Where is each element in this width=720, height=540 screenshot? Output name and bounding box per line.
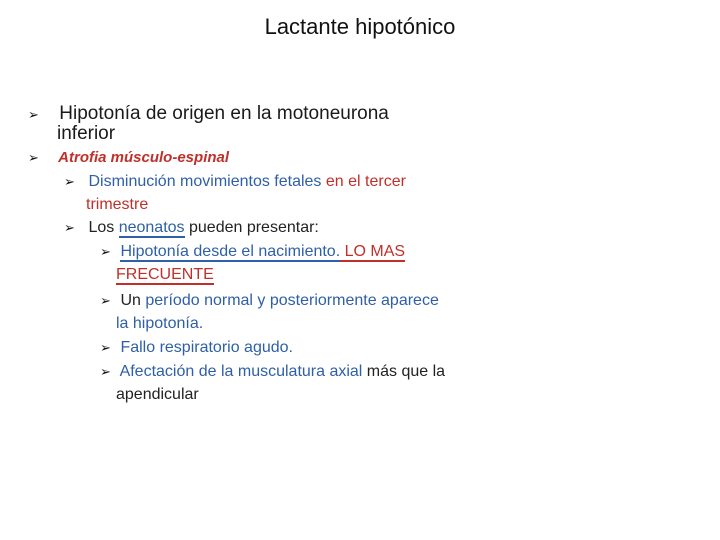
arrow-bullet-icon: ➢ — [64, 174, 75, 189]
bullet-atrofia — [28, 148, 229, 167]
arrow-bullet-icon: ➢ — [100, 364, 111, 379]
sub-neonatos: ➢ Los neonatos pueden presentar: — [64, 216, 319, 239]
item-fallo-respiratorio: ➢ Fallo respiratorio agudo. — [100, 336, 293, 359]
item-afectacion-line2: apendicular — [116, 386, 199, 403]
arrow-bullet-icon: ➢ — [28, 150, 39, 165]
arrow-bullet-icon: ➢ — [64, 220, 75, 235]
sub-disminucion-line2: trimestre — [86, 196, 149, 213]
item-frecuente-line2: FRECUENTE — [116, 266, 214, 283]
sub-disminucion: ➢ Disminución movimientos fetales en el tercer — [64, 170, 406, 193]
item-afectacion-axial: ➢ Afectación de la musculatura axial más que la — [100, 360, 445, 383]
arrow-bullet-icon: ➢ — [100, 340, 111, 355]
bullet-atrofia-text: Atrofia músculo-espinal — [58, 149, 230, 166]
bullet-hipotonia-line2: inferior — [57, 123, 116, 144]
neonatos-term: neonatos — [118, 219, 185, 236]
arrow-bullet-icon: ➢ — [28, 107, 39, 122]
arrow-bullet-icon: ➢ — [100, 293, 111, 308]
item-hipotonia-nacimiento: ➢ Hipotonía desde el nacimiento. LO MAS — [100, 240, 405, 263]
bullet-hipotonia-text: Hipotonía de origen en la motoneurona — [59, 103, 389, 124]
arrow-bullet-icon: ➢ — [100, 244, 111, 259]
slide-title: Lactante hipotónico — [264, 14, 456, 39]
item-periodo-normal: ➢ Un período normal y posteriormente aparece — [100, 289, 439, 312]
item-periodo-line2: la hipotonía. — [116, 315, 204, 332]
